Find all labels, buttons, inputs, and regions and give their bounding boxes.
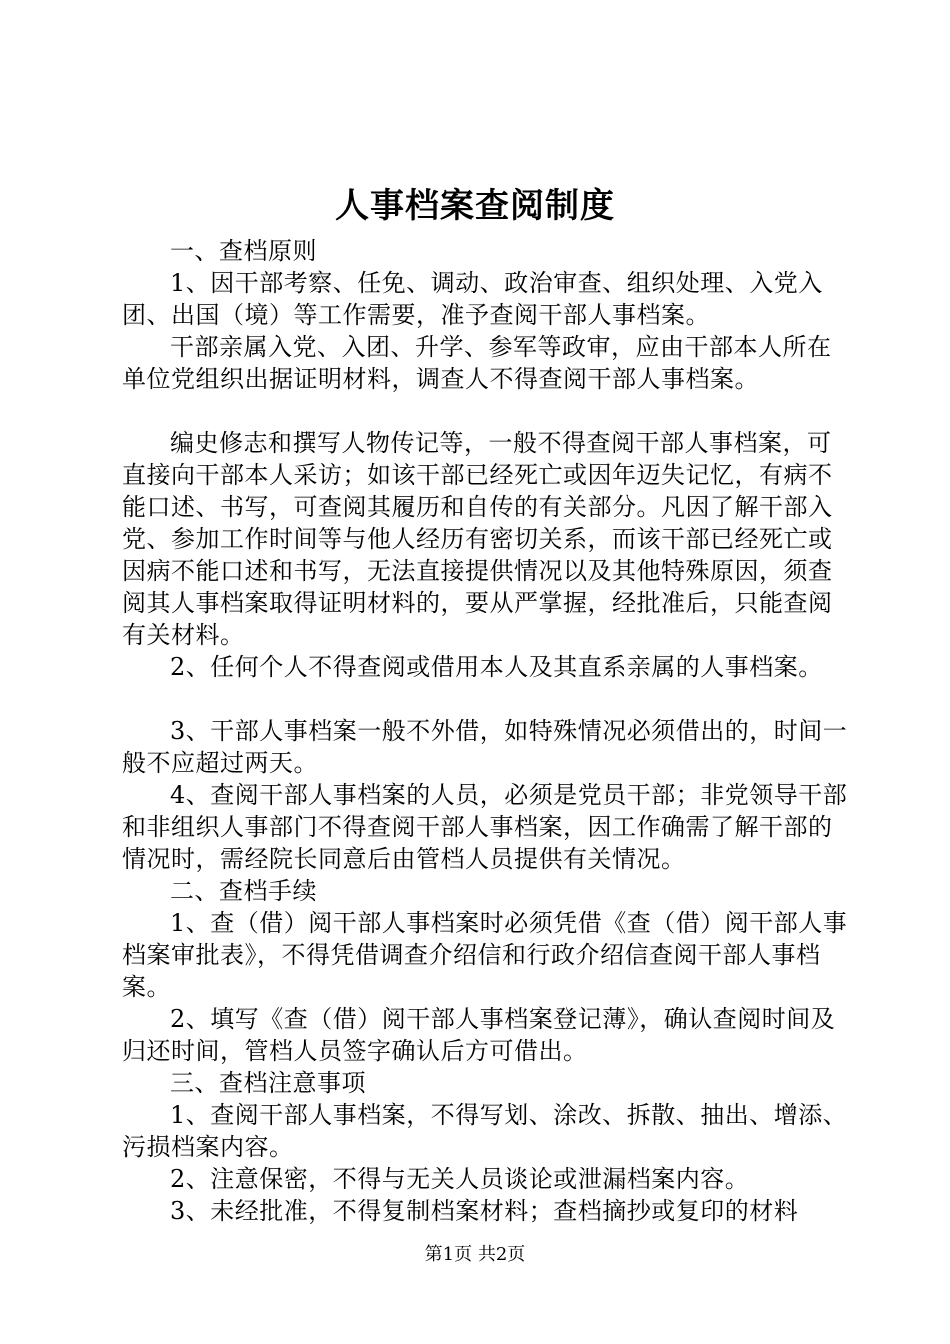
paragraph: 3、干部人事档案一般不外借，如特殊情况必须借出的，时间一般不应超过两天。	[122, 717, 848, 777]
section-heading-notes: 三、查档注意事项	[170, 1069, 366, 1097]
paragraph: 编史修志和撰写人物传记等，一般不得查阅干部人事档案，可直接向干部本人采访；如该干部已经死亡或因年迈失记忆，有病不能口述、书写，可查阅其履历和自传的有关部分。凡因了解干部入党、参加工作时间等与他人经历有密切关系，而该干部已经死亡或因病不能口述和书写，无法直接提供情况以及其他特殊原因，须查阅其人事档案取得证明材料的，要从严掌握，经批准后，只能查阅有关材料。	[122, 429, 833, 649]
paragraph: 3、未经批准，不得复制档案材料；查档摘抄或复印的材料	[170, 1197, 799, 1225]
paragraph: 2、填写《查（借）阅干部人事档案登记薄》，确认查阅时间及归还时间，管档人员签字确认后方可借出。	[122, 1005, 836, 1065]
paragraph: 4、查阅干部人事档案的人员，必须是党员干部；非党领导干部和非组织人事部门不得查阅干部人事档案，因工作确需了解干部的情况时，需经院长同意后由管档人员提供有关情况。	[122, 781, 848, 873]
paragraph: 1、查阅干部人事档案，不得写划、涂改、拆散、抽出、增添、污损档案内容。	[122, 1101, 848, 1161]
paragraph: 1、因干部考察、任免、调动、政治审查、组织处理、入党入团、出国（境）等工作需要，准予查阅干部人事档案。	[122, 269, 823, 329]
paragraph: 1、查（借）阅干部人事档案时必须凭借《查（借）阅干部人事档案审批表》，不得凭借调查介绍信和行政介绍信查阅干部人事档案。	[122, 909, 848, 1001]
document-body	[122, 235, 852, 1227]
paragraph: 2、任何个人不得查阅或借用本人及其直系亲属的人事档案。	[170, 653, 823, 681]
paragraph: 2、注意保密，不得与无关人员谈论或泄漏档案内容。	[170, 1165, 750, 1193]
document-title: 人事档案查阅制度	[335, 186, 615, 226]
page-footer: 第1页 共2页	[424, 1244, 526, 1265]
section-heading-procedures: 二、查档手续	[170, 877, 317, 905]
section-heading-principles: 一、查档原则	[170, 237, 317, 265]
paragraph: 干部亲属入党、入团、升学、参军等政审，应由干部本人所在单位党组织出据证明材料，调查人不得查阅干部人事档案。	[122, 333, 832, 393]
